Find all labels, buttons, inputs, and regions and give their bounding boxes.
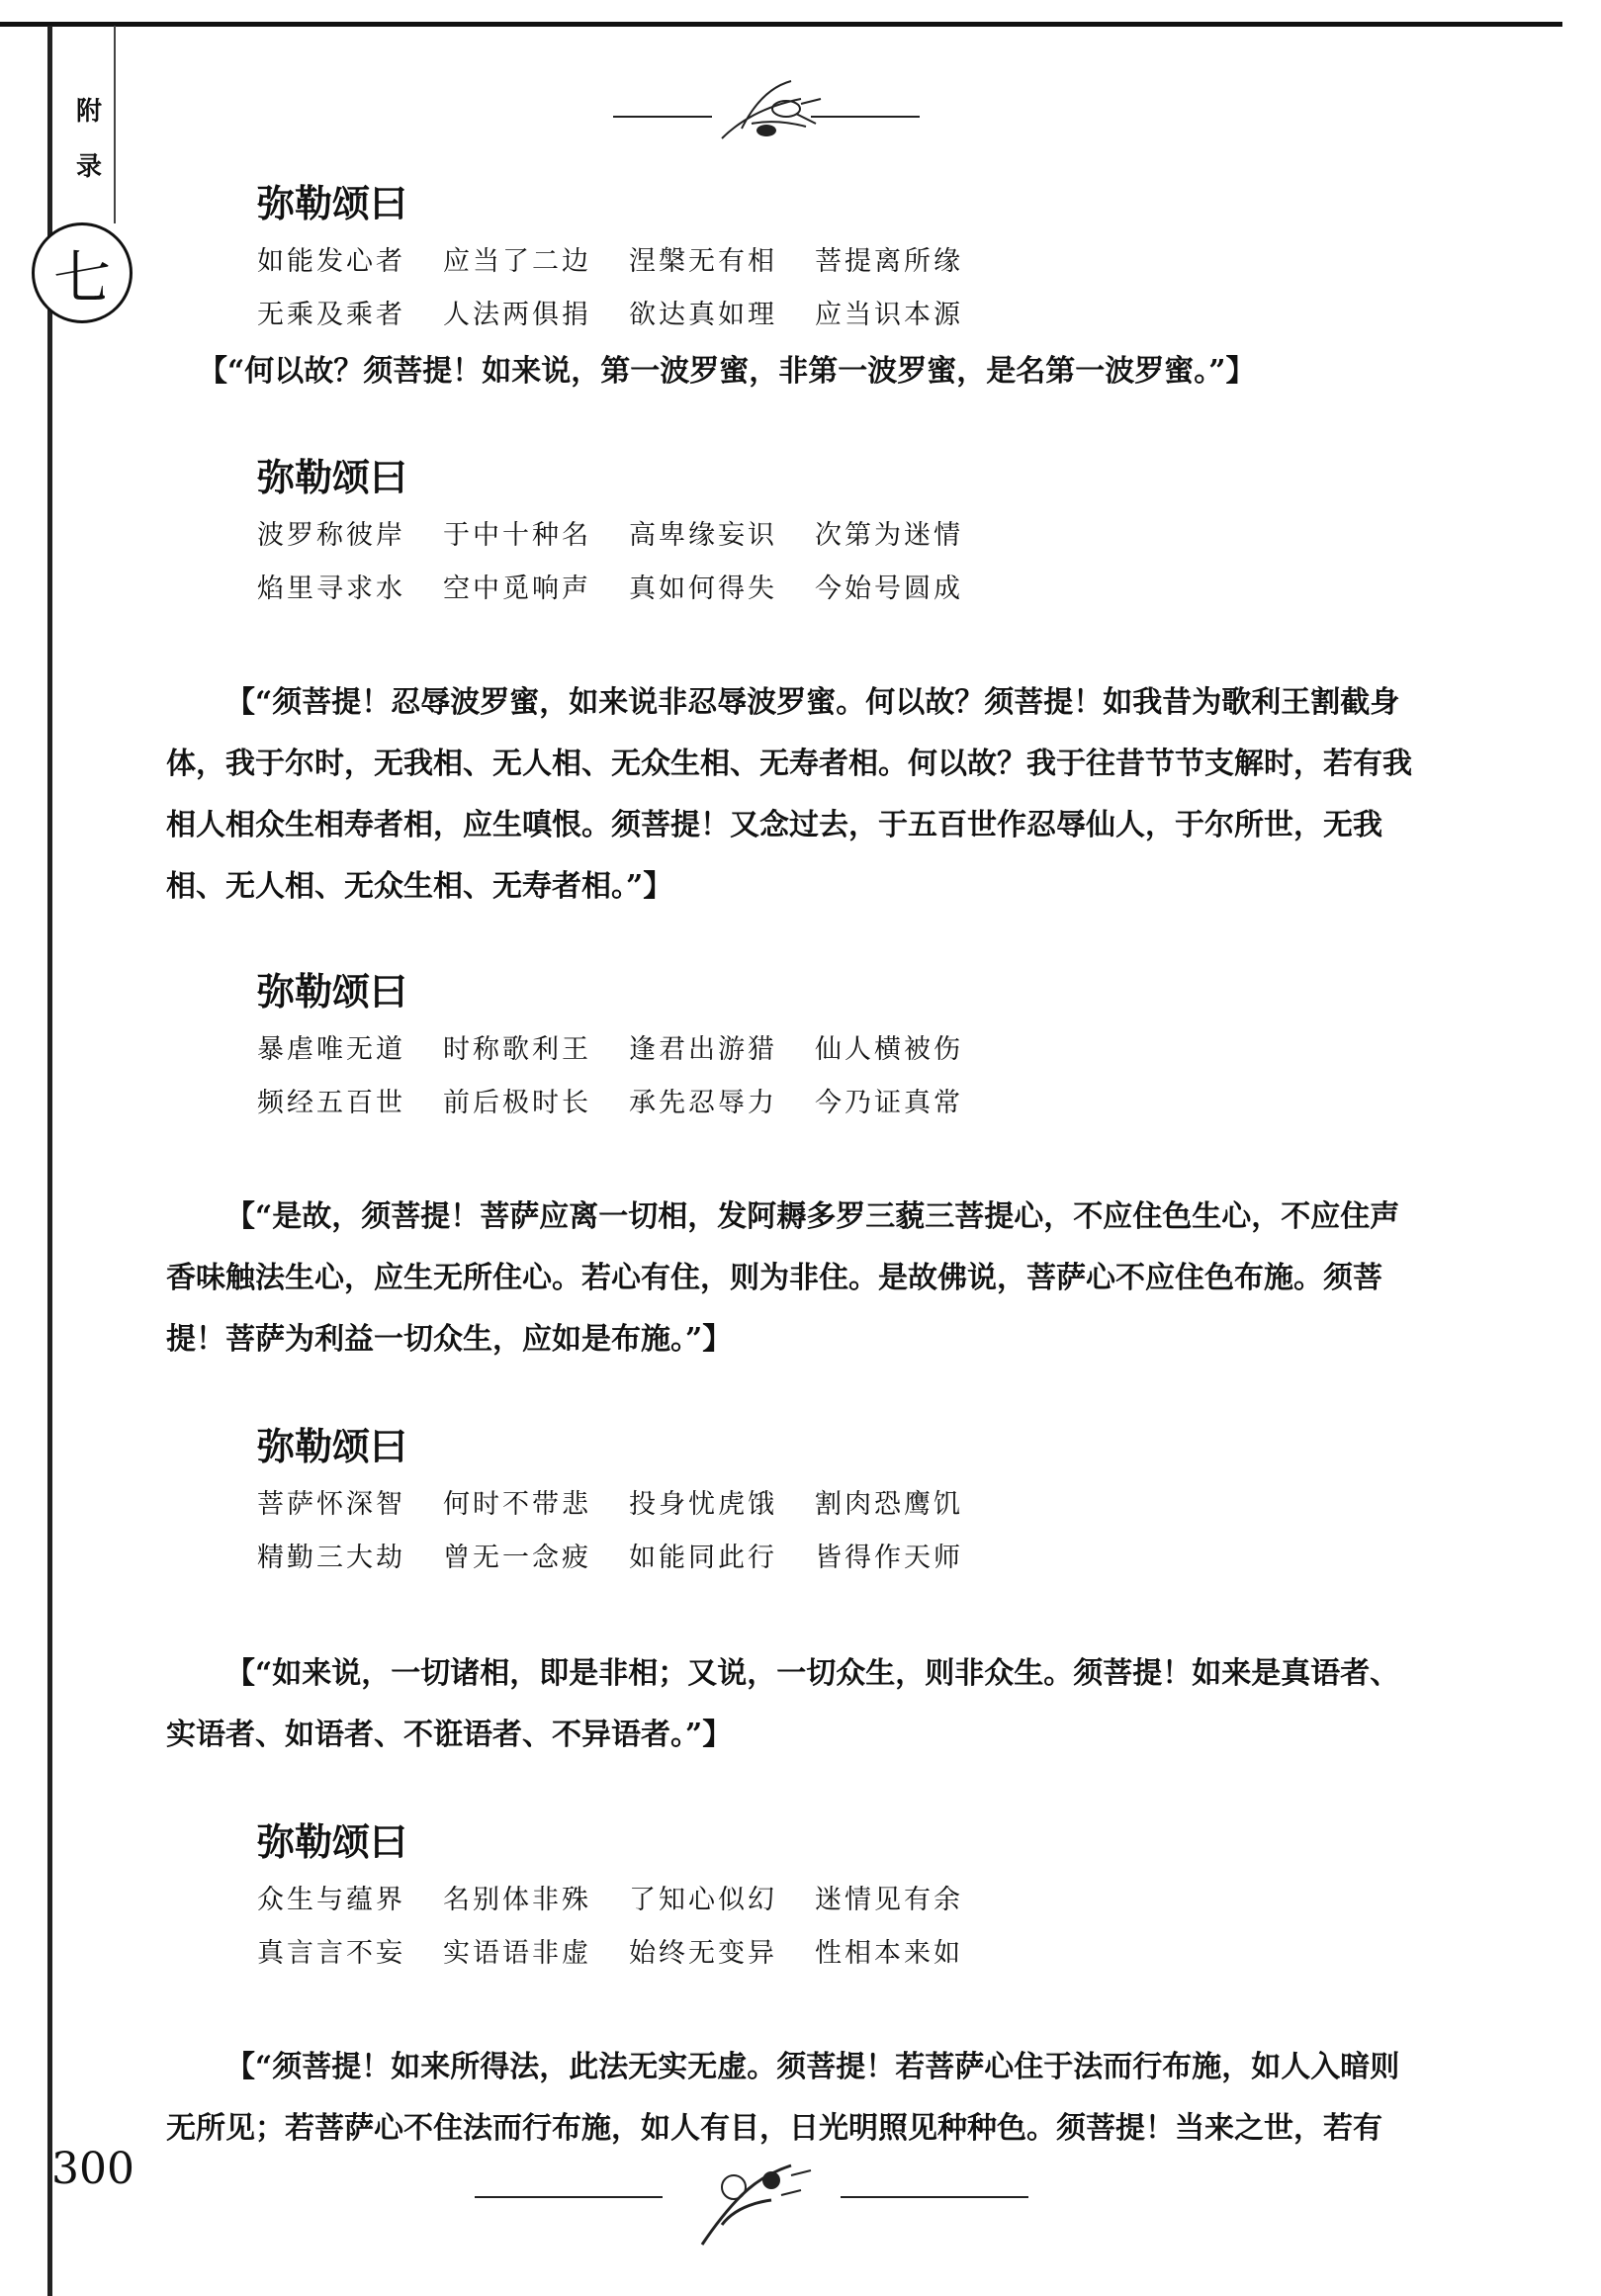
verse-heading: 弥勒颂曰	[257, 182, 408, 225]
verse-phrase: 频经五百世	[257, 1087, 405, 1118]
verse-line	[257, 505, 1001, 559]
verse-heading: 弥勒颂曰	[257, 1820, 408, 1864]
verse-line	[257, 559, 1001, 612]
verse-phrase: 迷情见有余	[815, 1884, 963, 1915]
verse-heading: 弥勒颂曰	[257, 970, 408, 1014]
verse-phrase: 菩萨怀深智	[257, 1488, 405, 1520]
flower-sprig-icon	[475, 2146, 1028, 2254]
verse-phrase: 精勤三大劫	[257, 1542, 405, 1573]
verse-phrase: 波罗称彼岸	[257, 519, 405, 551]
verse-phrase: 何时不带悲	[443, 1488, 591, 1520]
verse-phrase: 菩提离所缘	[815, 245, 963, 277]
side-label-top: 附	[75, 97, 102, 127]
sutra-paragraph-1: 【“何以故？须菩提！如来说，第一波罗蜜，非第一波罗蜜，是名第一波罗蜜。”】	[198, 354, 1256, 389]
verse-section-3	[257, 964, 1001, 1126]
verse-phrase: 时称歌利王	[443, 1033, 591, 1065]
verse-phrase: 了知心似幻	[629, 1884, 777, 1915]
verse-phrase: 涅槃无有相	[629, 245, 777, 277]
verse-phrase: 实语语非虚	[443, 1937, 591, 1969]
verse-phrase: 始终无变异	[629, 1937, 777, 1969]
verse-phrase: 应当了二边	[443, 245, 591, 277]
verse-heading: 弥勒颂曰	[257, 456, 408, 499]
top-rule	[0, 22, 1562, 27]
page-number: 300	[51, 2144, 134, 2194]
side-rule-inner	[114, 26, 116, 223]
verse-phrase: 今始号圆成	[815, 573, 963, 604]
verse-phrase: 于中十种名	[443, 519, 591, 551]
verse-phrase: 名别体非殊	[443, 1884, 591, 1915]
verse-line	[257, 231, 1001, 285]
verse-line	[257, 1474, 1001, 1528]
verse-phrase: 欲达真如理	[629, 299, 777, 330]
verse-phrase: 承先忍辱力	[629, 1087, 777, 1118]
verse-phrase: 投身忧虎饿	[629, 1488, 777, 1520]
verse-phrase: 众生与蕴界	[257, 1884, 405, 1915]
verse-phrase: 暴虐唯无道	[257, 1033, 405, 1065]
verse-section-5	[257, 1814, 1001, 1977]
verse-line	[257, 1870, 1001, 1923]
verse-phrase: 割肉恐鹰饥	[815, 1488, 963, 1520]
verse-section-1	[257, 176, 1001, 338]
verse-phrase: 前后极时长	[443, 1087, 591, 1118]
verse-phrase: 次第为迷情	[815, 519, 963, 551]
verse-line	[257, 285, 1001, 338]
verse-line	[257, 1019, 1001, 1073]
side-label-bottom: 录	[75, 152, 102, 182]
verse-phrase: 仙人横被伤	[815, 1033, 963, 1065]
verse-phrase: 如能发心者	[257, 245, 405, 277]
verse-section-2	[257, 450, 1001, 612]
verse-phrase: 应当识本源	[815, 299, 963, 330]
verse-phrase: 焰里寻求水	[257, 573, 405, 604]
verse-section-4	[257, 1419, 1001, 1581]
side-rule	[47, 26, 52, 2296]
sutra-paragraph-2: 【“须菩提！忍辱波罗蜜，如来说非忍辱波罗蜜。何以故？须菩提！如我昔为歌利王割截身体，我于尔时，无我相、无人相、无众生相、无寿者相。何以故？我于往昔节节支解时，若有我相人相众生相寿者相，应生嗔恨。须菩提！又念过去，于五百世作忍辱仙人，于尔所世，无我相、无人相、无众生相、无寿者相。”】	[166, 685, 1412, 904]
verse-phrase: 空中觅响声	[443, 573, 591, 604]
sutra-paragraph-5: 【“须菩提！如来所得法，此法无实无虚。须菩提！若菩萨心住于法而行布施，如人入暗则无所见；若菩萨心不住法而行布施，如人有目，日光明照见种种色。须菩提！当来之世，若有	[166, 2050, 1400, 2146]
verse-phrase: 高卑缘妄识	[629, 519, 777, 551]
verse-phrase: 如能同此行	[629, 1542, 777, 1573]
flower-sprig-icon	[603, 69, 930, 158]
verse-line	[257, 1073, 1001, 1126]
verse-phrase: 性相本来如	[815, 1937, 963, 1969]
verse-phrase: 人法两俱捐	[443, 299, 591, 330]
verse-phrase: 今乃证真常	[815, 1087, 963, 1118]
verse-phrase: 无乘及乘者	[257, 299, 405, 330]
verse-phrase: 真如何得失	[629, 573, 777, 604]
verse-phrase: 皆得作天师	[815, 1542, 963, 1573]
chapter-badge: 七	[32, 222, 133, 323]
sutra-paragraph-3: 【“是故，须菩提！菩萨应离一切相，发阿耨多罗三藐三菩提心，不应住色生心，不应住声香味触法生心，应生无所住心。若心有住，则为非住。是故佛说，菩萨心不应住色布施。须菩提！菩萨为利益一切众生，应如是布施。”】	[166, 1199, 1400, 1357]
verse-phrase: 真言言不妄	[257, 1937, 405, 1969]
verse-line	[257, 1528, 1001, 1581]
verse-heading: 弥勒颂曰	[257, 1425, 408, 1468]
verse-line	[257, 1923, 1001, 1977]
verse-phrase: 曾无一念疲	[443, 1542, 591, 1573]
sutra-paragraph-4: 【“如来说，一切诸相，即是非相；又说，一切众生，则非众生。须菩提！如来是真语者、实语者、如语者、不诳语者、不异语者。”】	[166, 1656, 1400, 1752]
verse-phrase: 逢君出游猎	[629, 1033, 777, 1065]
